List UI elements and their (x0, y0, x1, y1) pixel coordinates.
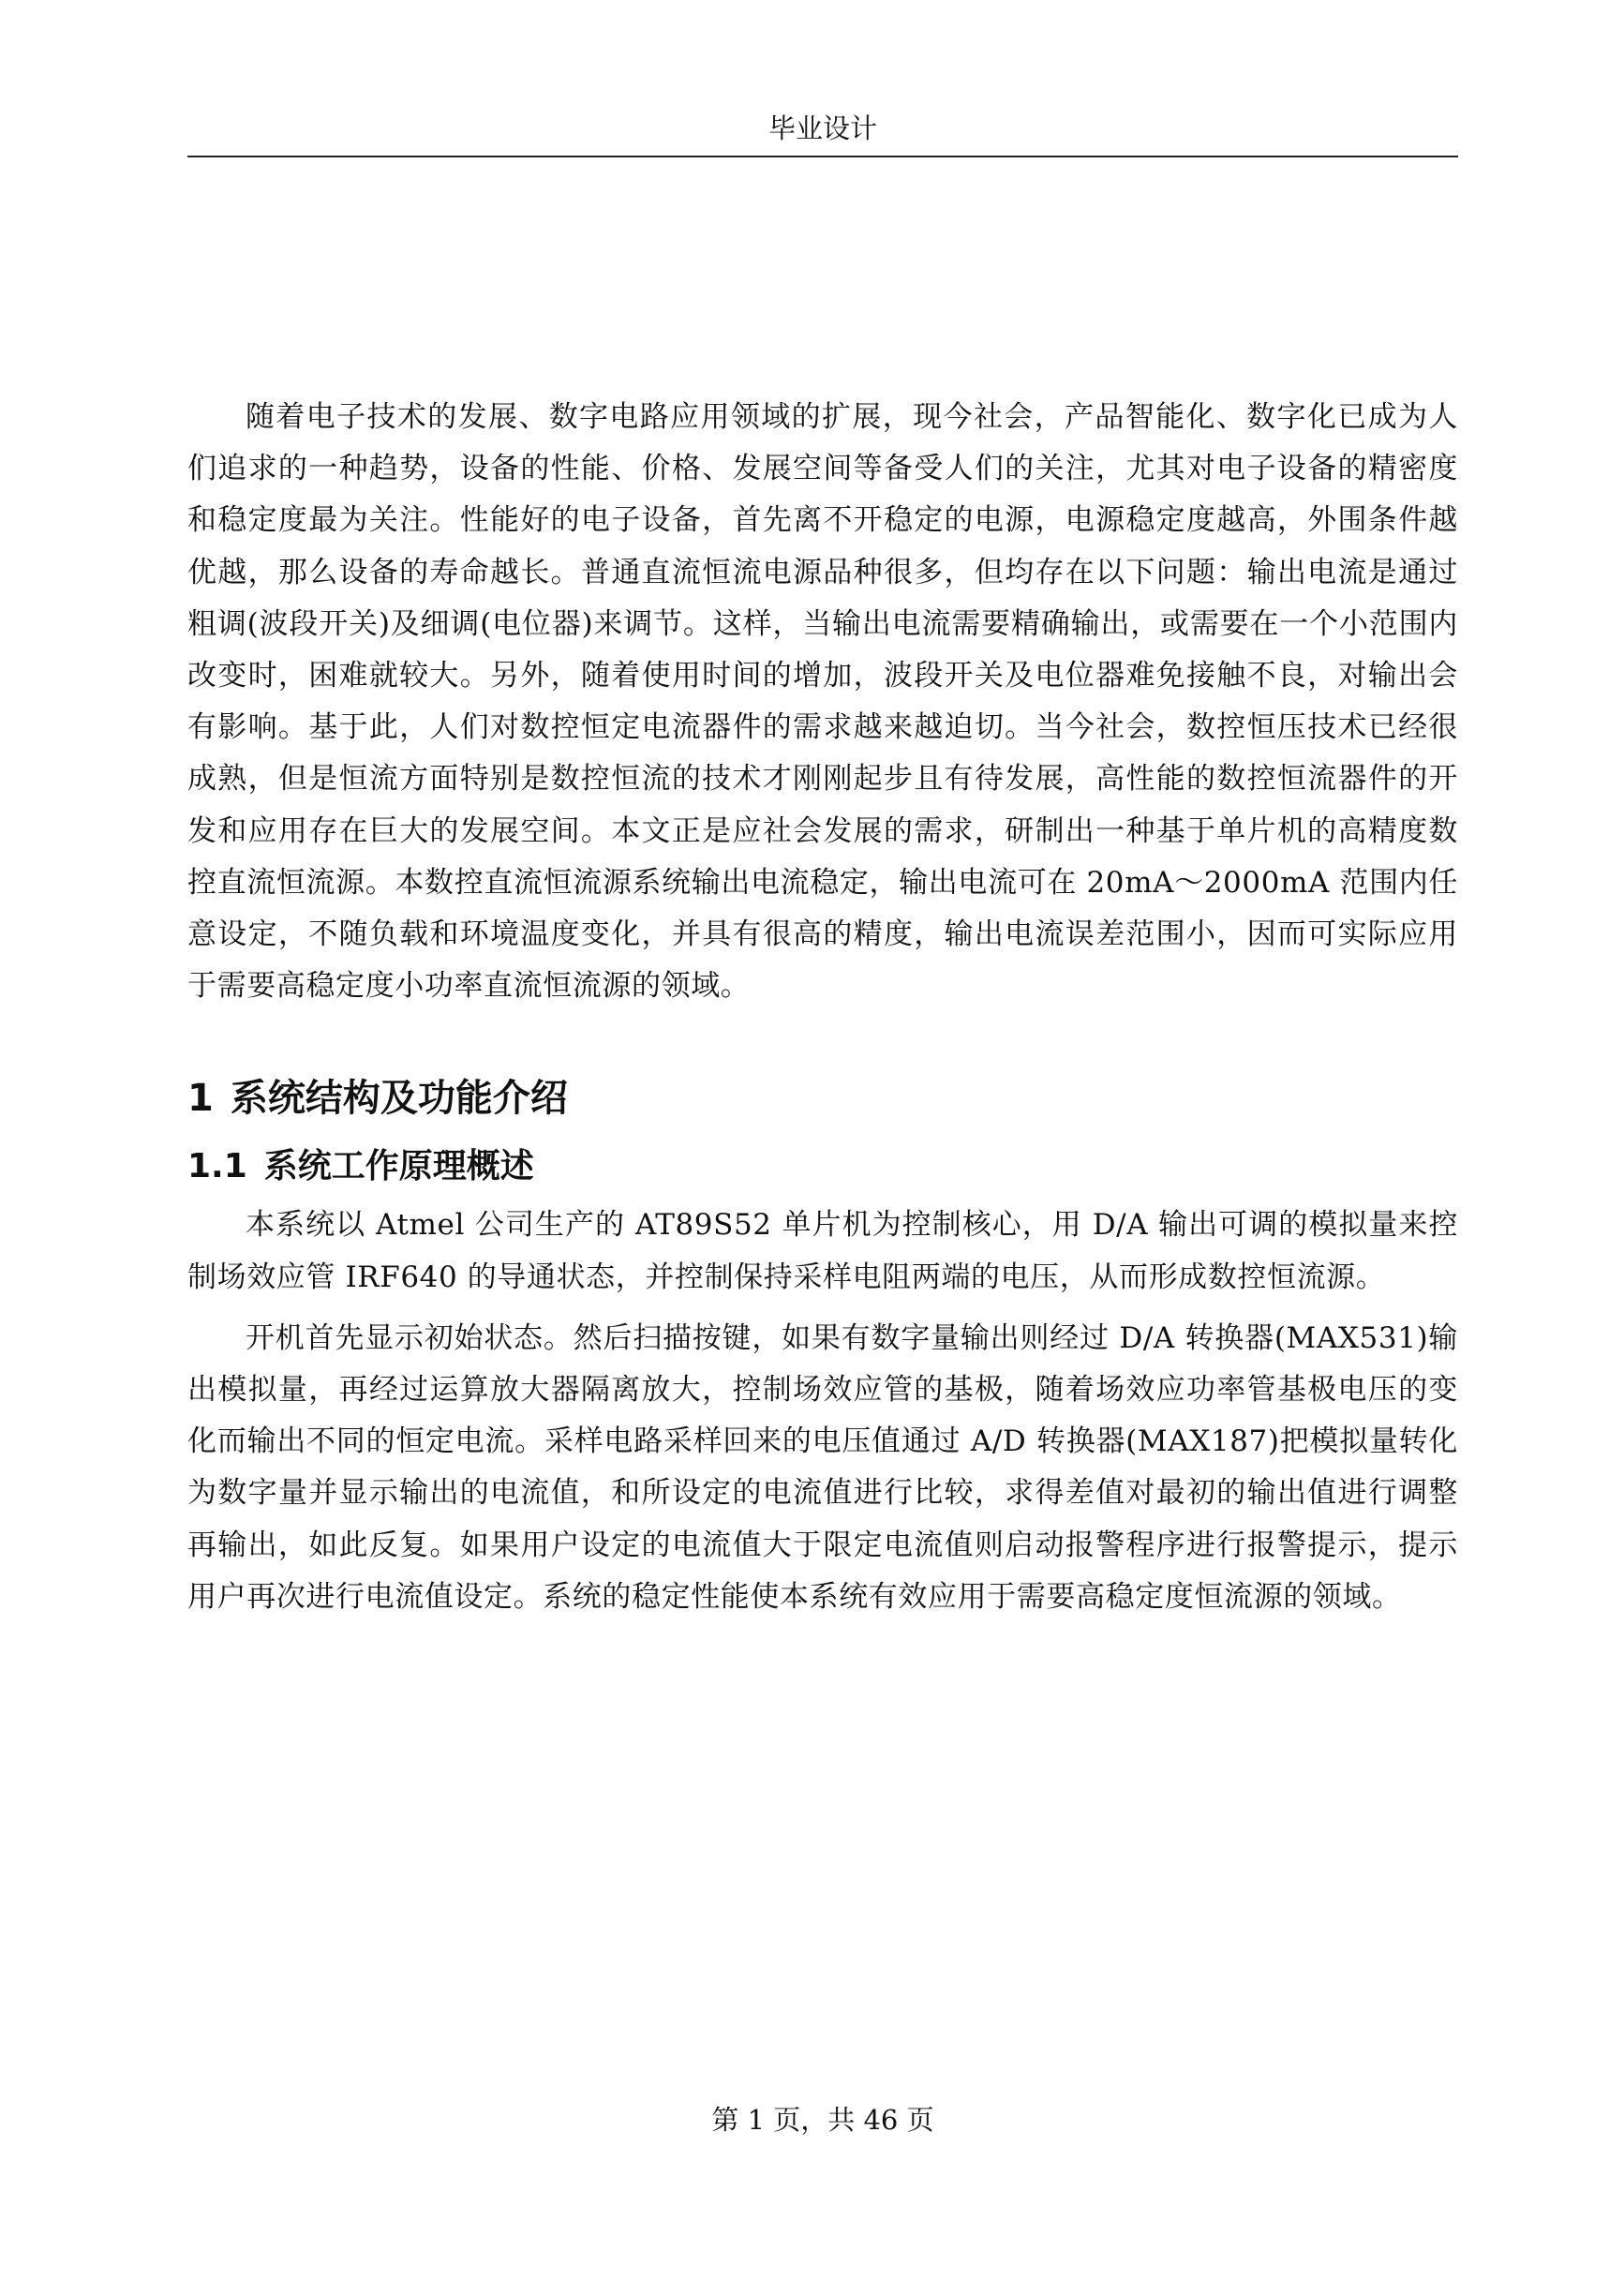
intro-paragraph: 随着电子技术的发展、数字电路应用领域的扩展，现今社会，产品智能化、数字化已成为人们追求的一种趋势，设备的性能、价格、发展空间等备受人们的关注，尤其对电子设备的精密度和稳定度最为关注。性能好的电子设备，首先离不开稳定的电源，电源稳定度越高，外围条件越优越，那么设备的寿命越长。普通直流恒流电源品种很多，但均存在以下问题：输出电流是通过粗调(波段开关)及细调(电位器)来调节。这样，当输出电流需要精确输出，或需要在一个小范围内改变时，困难就较大。另外，随着使用时间的增加，波段开关及电位器难免接触不良，对输出会有影响。基于此，人们对数控恒定电流器件的需求越来越迫切。当今社会，数控恒压技术已经很成熟，但是恒流方面特别是数控恒流的技术才刚刚起步且有待发展，高性能的数控恒流器件的开发和应用存在巨大的发展空间。本文正是应社会发展的需求，研制出一种基于单片机的高精度数控直流恒流源。本数控直流恒流源系统输出电流稳定，输出电流可在 20mA～2000mA 范围内任意设定，不随负载和环境温度变化，并具有很高的精度，输出电流误差范围小，因而可实际应用于需要高稳定度小功率直流恒流源的领域。 (187, 400, 1458, 1004)
page-number: 第 1 页，共 46 页 (711, 2104, 934, 2136)
body-paragraph-2: 开机首先显示初始状态。然后扫描按键，如果有数字量输出则经过 D/A 转换器(MAX531)输出模拟量，再经过运算放大器隔离放大，控制场效应管的基极，随着场效应功率管基极电压的变化而输出不同的恒定电流。采样电路采样回来的电压值通过 A/D 转换器(MAX187)把模拟量转化为数字量并显示输出的电流值，和所设定的电流值进行比较，求得差值对最初的输出值进行调整再输出，如此反复。如果用户设定的电流值大于限定电流值则启动报警程序进行报警提示，提示用户再次进行电流值设定。系统的稳定性能使本系统有效应用于需要高稳定度恒流源的领域。 (187, 1320, 1458, 1614)
subsection-number: 1.1 (187, 1147, 247, 1186)
subsection-title: 系统工作原理概述 (263, 1147, 534, 1186)
subsection-heading-1-1 (187, 1140, 1458, 1194)
section-number: 1 (187, 1077, 214, 1121)
section-heading-1 (187, 1070, 1458, 1126)
page-footer (187, 2103, 1458, 2137)
page-header (187, 112, 1458, 157)
section-title: 系统结构及功能介绍 (230, 1077, 568, 1121)
body-paragraph-1: 本系统以 Atmel 公司生产的 AT89S52 单片机为控制核心，用 D/A 输出可调的模拟量来控制场效应管 IRF640 的导通状态，并控制保持采样电阻两端的电压，从而形成数控恒流源。 (187, 1208, 1458, 1294)
header-title: 毕业设计 (767, 112, 877, 144)
page-body (187, 392, 1458, 1623)
